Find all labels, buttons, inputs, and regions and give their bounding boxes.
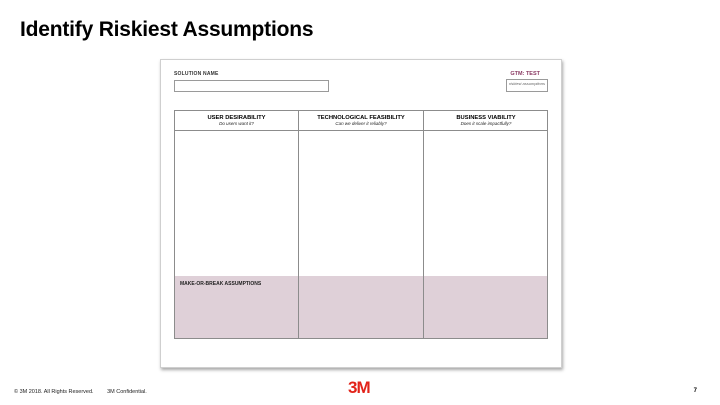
column-title: BUSINESS VIABILITY bbox=[456, 115, 516, 121]
column-title: USER DESIRABILITY bbox=[207, 115, 266, 121]
column-header bbox=[175, 111, 298, 131]
confidential-text: 3M Confidential. bbox=[107, 389, 147, 395]
column-subtitle: Can we deliver it reliably? bbox=[335, 121, 387, 126]
assumptions-grid bbox=[174, 110, 548, 339]
column-header bbox=[299, 111, 423, 131]
solution-name-field[interactable] bbox=[174, 80, 329, 92]
column-business-viability[interactable] bbox=[424, 111, 548, 338]
page-number: 7 bbox=[693, 388, 697, 394]
column-header bbox=[424, 111, 548, 131]
column-subtitle: Does it scale impactfully? bbox=[460, 121, 512, 126]
column-subtitle: Do users want it? bbox=[219, 121, 254, 126]
assumptions-worksheet bbox=[160, 59, 562, 368]
riskiest-assumptions-box: riskiest assumptions bbox=[506, 79, 548, 92]
3m-logo: 3M bbox=[348, 378, 370, 397]
copyright-text: © 3M 2018. All Rights Reserved. bbox=[14, 389, 94, 395]
column-user-desirability[interactable] bbox=[175, 111, 299, 338]
slide-title: Identify Riskiest Assumptions bbox=[20, 18, 314, 41]
column-technological-feasibility[interactable] bbox=[299, 111, 424, 338]
make-or-break-label: MAKE-OR-BREAK ASSUMPTIONS bbox=[180, 281, 262, 287]
footer bbox=[14, 389, 159, 395]
solution-name-label: SOLUTION NAME bbox=[174, 71, 219, 77]
gtm-test-label: GTM: TEST bbox=[510, 71, 540, 77]
column-title: TECHNOLOGICAL FEASIBILITY bbox=[317, 115, 405, 121]
